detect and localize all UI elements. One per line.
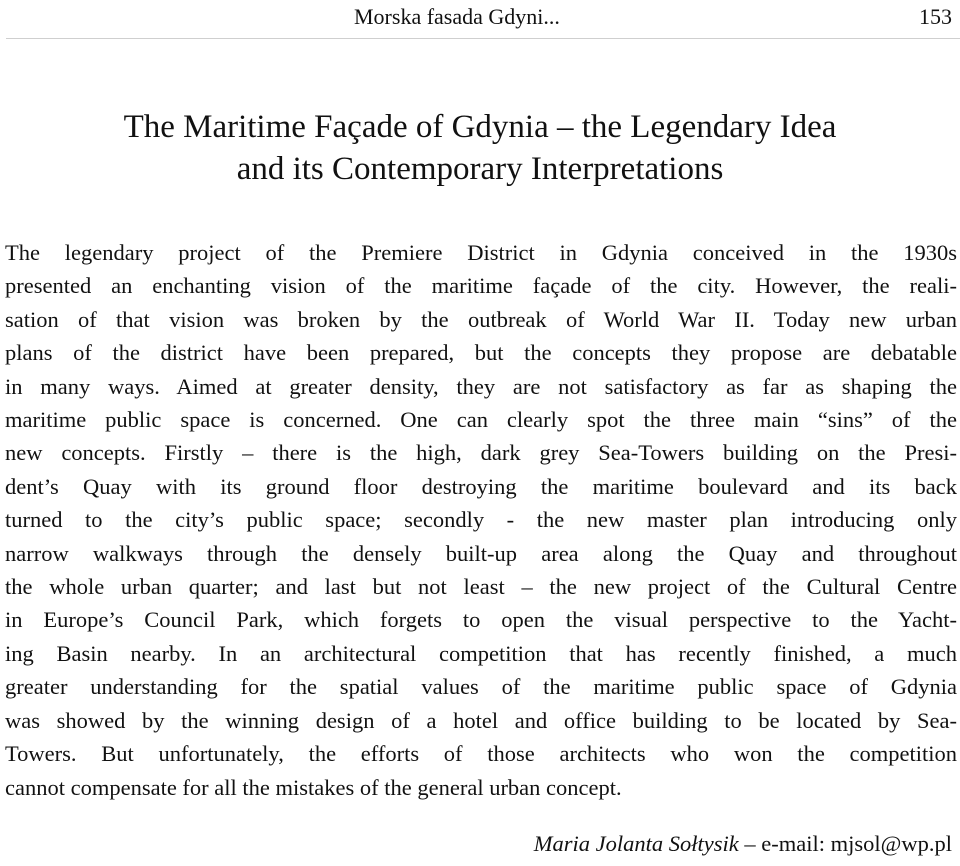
article-title (40, 106, 920, 190)
author-separator: – (744, 831, 756, 856)
article-title-line: The Maritime Façade of Gdynia – the Legendary Idea (123, 109, 837, 145)
abstract-line: ing Basin nearby. In an architectural competition that has recently finished, a much (5, 640, 957, 666)
author-email: mjsol@wp.pl (830, 831, 952, 856)
abstract-line: narrow walkways through the densely built-up area along the Quay and throughout (5, 540, 957, 566)
abstract-line: greater understanding for the spatial values of the maritime public space of Gdynia (5, 674, 957, 700)
article-title-line: and its Contemporary Interpretations (236, 151, 724, 187)
abstract-line: maritime public space is concerned. One can clearly spot the three main “sins” of the (5, 407, 957, 433)
abstract (5, 236, 957, 804)
abstract-line: Towers. But unfortunately, the efforts of those architects who won the competition (5, 741, 957, 767)
abstract-line: dent’s Quay with its ground floor destroying the maritime boulevard and its back (5, 473, 957, 499)
abstract-line: plans of the district have been prepared, but the concepts they propose are debatable (5, 340, 957, 366)
abstract-line: new concepts. Firstly – there is the high, dark grey Sea-Towers building on the Presi- (5, 440, 957, 466)
running-header (6, 4, 952, 30)
abstract-line: the whole urban quarter; and last but not least – the new project of the Cultural Centre (5, 574, 957, 600)
abstract-line: turned to the city’s public space; secondly - the new master plan introducing only (5, 507, 957, 533)
abstract-line: in Europe’s Council Park, which forgets to open the visual perspective to the Yacht- (5, 607, 957, 633)
abstract-line: was showed by the winning design of a hotel and office building to be located by Sea- (5, 707, 957, 733)
abstract-line: sation of that vision was broken by the outbreak of World War II. Today new urban (5, 306, 957, 332)
running-title: Morska fasada Gdyni... (354, 4, 560, 29)
abstract-line: The legendary project of the Premiere District in Gdynia conceived in the 1930s (5, 240, 957, 265)
header-divider (6, 38, 960, 39)
abstract-line: in many ways. Aimed at greater density, they are not satisfactory as far as shaping the (5, 373, 957, 399)
abstract-line: presented an enchanting vision of the maritime façade of the city. However, the reali- (5, 273, 957, 299)
page-number: 153 (919, 4, 952, 29)
email-label: e-mail: (761, 831, 826, 856)
author-line (534, 827, 952, 861)
author-name: Maria Jolanta Sołtysik (533, 831, 739, 856)
abstract-line: cannot compensate for all the mistakes of the general urban concept. (5, 774, 622, 800)
